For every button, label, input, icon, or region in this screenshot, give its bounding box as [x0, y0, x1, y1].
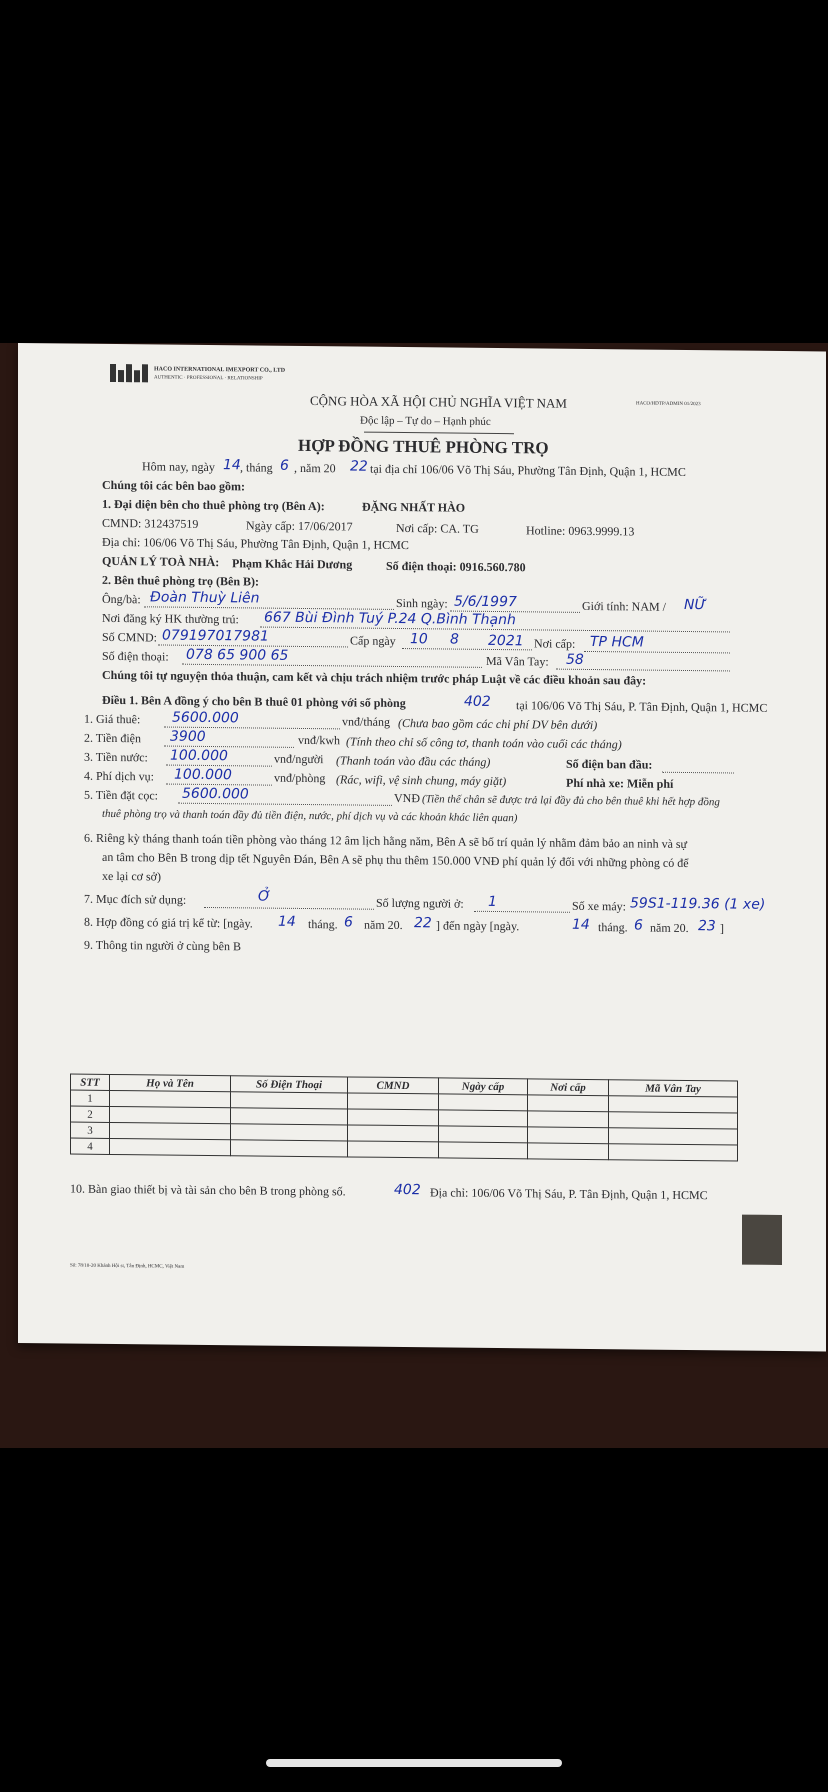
people-label: Số lượng người ở:	[376, 895, 464, 911]
rent-value: 5600.000	[172, 709, 239, 727]
party-b-phone: 078 65 900 65	[186, 646, 289, 664]
article1-heading: Điều 1. Bên A đồng ý cho bên B thuê 01 phòng với số phòng	[102, 692, 406, 711]
tet-line2: an tâm cho Bên B trong dịp tết Nguyên Đán, Bên A sẽ phụ thu thêm 150.000 VNĐ phí quản lý đối với những phòng có để	[102, 849, 689, 871]
party-b-issue-label: Cấp ngày	[350, 633, 396, 648]
party-b-dob: 5/6/1997	[454, 593, 517, 611]
manager-label: QUẢN LÝ TOÀ NHÀ:	[102, 553, 220, 570]
cohabitant-table	[70, 1074, 738, 1162]
term-start-day: 14	[278, 913, 296, 930]
party-b-dob-label: Sinh ngày:	[396, 595, 448, 611]
motto-underline	[364, 432, 514, 435]
term-end-year-label: năm 20.	[650, 920, 689, 936]
party-b-name: Đoàn Thuỳ Liên	[150, 589, 260, 607]
party-a-heading: 1. Đại diện bên cho thuê phòng trọ (Bên A):	[102, 496, 325, 514]
term-label: 8. Hợp đồng có giá trị kể từ: [ngày.	[84, 914, 253, 931]
party-b-heading: 2. Bên thuê phòng trọ (Bên B):	[102, 572, 260, 589]
term-start-month-label: tháng.	[308, 917, 338, 932]
party-b-phone-label: Số điện thoại:	[102, 648, 169, 664]
stamp-icon	[742, 1215, 782, 1265]
parties-heading: Chúng tôi các bên bao gồm:	[102, 477, 246, 494]
footer-address: Số: 78/10-20 Khánh Hội st, Tân Định, HCMC, Việt Nam	[70, 1263, 185, 1270]
people-value: 1	[488, 893, 497, 911]
deposit-label: 5. Tiền đặt cọc:	[84, 787, 158, 803]
table-header-issue-date: Ngày cấp	[439, 1078, 528, 1095]
tet-line1: 6. Riêng kỳ tháng thanh toán tiền phòng vào tháng 12 âm lịch hằng năm, Bên A sẽ bố trí quản lý nhằm đảm bảo an ninh và sự	[84, 830, 688, 852]
deposit-value: 5600.000	[182, 785, 249, 803]
company-name: HACO INTERNATIONAL IMEXPORT CO., LTD	[154, 366, 286, 374]
intro-year-label: , năm 20	[294, 460, 336, 476]
water-label: 3. Tiền nước:	[84, 749, 148, 765]
water-unit: vnđ/người	[274, 751, 324, 767]
article1-room: 402	[464, 693, 491, 710]
party-b-finger-label: Mã Vân Tay:	[486, 653, 549, 669]
service-note: (Rác, wifi, vệ sinh chung, máy giặt)	[336, 772, 507, 789]
electric-note: (Tính theo chỉ số công tơ, thanh toán vào cuối các tháng)	[346, 734, 622, 752]
company-tagline: AUTHENTIC · PROFESSIONAL · RELATIONSHIP	[154, 375, 263, 382]
term-end-month-label: tháng.	[598, 920, 628, 935]
contract-document	[18, 343, 826, 1351]
deposit-unit: VNĐ	[394, 790, 420, 806]
meter-label: Số điện ban đầu:	[566, 756, 653, 772]
manager-phone: Số điện thoại: 0916.560.780	[386, 558, 526, 575]
party-b-name-label: Ông/bà:	[102, 591, 141, 607]
deposit-note-line1: (Tiền thế chân sẽ được trả lại đầy đủ cho bên thuê khi hết hợp đồng	[422, 793, 720, 809]
table-row: 1	[71, 1090, 738, 1113]
table-header-name: Họ và Tên	[110, 1074, 231, 1091]
manager-name: Phạm Khắc Hải Dương	[232, 556, 353, 572]
party-a-address: Địa chỉ: 106/06 Võ Thị Sáu, Phường Tân Định, Quận 1, HCMC	[102, 534, 409, 553]
water-note: (Thanh toán vào đầu các tháng)	[336, 753, 491, 769]
term-start-year-label: năm 20.	[364, 917, 403, 933]
table-header-fingerprint: Mã Vân Tay	[609, 1080, 738, 1097]
party-b-cmnd: 079197017981	[162, 627, 269, 645]
electric-unit: vnđ/kwh	[298, 732, 340, 748]
purpose-value: Ở	[258, 888, 271, 905]
purpose-label: 7. Mục đích sử dụng:	[84, 891, 187, 907]
party-b-issue-place-label: Nơi cấp:	[534, 636, 576, 651]
party-b-gender: NỮ	[684, 596, 707, 614]
table-header-issue-place: Nơi cấp	[528, 1079, 609, 1096]
rent-note: (Chưa bao gồm các chi phí DV bên dưới)	[398, 715, 598, 733]
party-a-cmnd: CMND: 312437519	[102, 515, 199, 531]
intro-prefix: Hôm nay, ngày	[142, 459, 215, 475]
company-logo-icon	[110, 364, 150, 382]
table-header-phone: Số Điện Thoại	[231, 1076, 348, 1093]
parking-fee: Phí nhà xe: Miễn phí	[566, 775, 674, 791]
term-start-month: 6	[344, 914, 353, 931]
intro-place: tại địa chỉ 106/06 Võ Thị Sáu, Phường Tân Định, Quận 1, HCMC	[370, 461, 686, 479]
term-end-day: 14	[572, 916, 590, 933]
party-a-issued-place: Nơi cấp: CA. TG	[396, 520, 479, 536]
home-indicator[interactable]	[266, 1759, 562, 1767]
party-b-issue-day: 10	[410, 631, 428, 648]
term-end-bracket: ]	[720, 921, 724, 936]
party-b-hk-label: Nơi đăng ký HK thường trú:	[102, 610, 239, 627]
term-start-year: 22	[414, 915, 432, 932]
agreement-statement: Chúng tôi tự nguyện thỏa thuận, cam kết và chịu trách nhiệm trước pháp Luật về các điều khoản sau đây:	[102, 667, 647, 688]
rent-unit: vnđ/tháng	[342, 714, 390, 729]
bike-value: 59S1-119.36 (1 xe)	[630, 895, 766, 913]
party-a-hotline: Hotline: 0963.9999.13	[526, 523, 635, 539]
contract-title: HỢP ĐỒNG THUÊ PHÒNG TRỌ	[298, 435, 549, 458]
service-label: 4. Phí dịch vụ:	[84, 768, 155, 784]
service-unit: vnđ/phòng	[274, 770, 326, 786]
intro-day: 14	[223, 457, 241, 474]
intro-month-label: , tháng	[240, 460, 273, 475]
party-b-cmnd-label: Số CMND:	[102, 629, 158, 645]
table-row: 2	[71, 1106, 738, 1129]
party-b-issue-place: TP HCM	[590, 633, 644, 651]
term-end-month: 6	[634, 917, 643, 934]
water-value: 100.000	[170, 747, 228, 765]
table-header-stt: STT	[71, 1074, 110, 1090]
term-to-label: ] đến ngày [ngày.	[436, 918, 520, 934]
party-b-gender-label: Giới tính: NAM /	[582, 598, 667, 614]
party-a-name: ĐẶNG NHẤT HÀO	[362, 499, 466, 515]
party-b-hk: 667 Bùi Đình Tuý P.24 Q.Bình Thạnh	[264, 609, 516, 629]
electric-value: 3900	[170, 728, 206, 745]
motto: Độc lập – Tự do – Hạnh phúc	[360, 414, 491, 428]
cohabitant-heading: 9. Thông tin người ở cùng bên B	[84, 937, 241, 954]
party-b-issue-year: 2021	[488, 632, 524, 650]
electric-label: 2. Tiền điện	[84, 730, 142, 746]
rent-label: 1. Giá thuê:	[84, 711, 141, 727]
intro-year: 22	[350, 458, 368, 475]
bike-label: Số xe máy:	[572, 898, 626, 914]
nation-title: CỘNG HÒA XÃ HỘI CHỦ NGHĨA VIỆT NAM	[310, 393, 567, 411]
handover-room: 402	[394, 1181, 421, 1199]
term-end-year: 23	[698, 918, 716, 935]
party-b-issue-month: 8	[450, 631, 459, 648]
party-b-finger: 58	[566, 651, 584, 668]
service-value: 100.000	[174, 766, 232, 784]
document-code: HACO/HDTP/ADMIN 01/2023	[636, 401, 701, 408]
deposit-note-line2: thuê phòng trọ và thanh toán đầy đủ tiền điện, nước, phí dịch vụ và các khoản khác liên quan)	[102, 807, 518, 825]
tet-line3: xe lại cơ sở)	[102, 868, 162, 884]
article1-address: tại 106/06 Võ Thị Sáu, P. Tân Định, Quận 1, HCMC	[516, 698, 768, 715]
party-a-issued-date: Ngày cấp: 17/06/2017	[246, 518, 353, 534]
intro-month: 6	[280, 457, 289, 474]
handover-address: Địa chỉ: 106/06 Võ Thị Sáu, P. Tân Định, Quận 1, HCMC	[430, 1185, 708, 1203]
handover-label: 10. Bàn giao thiết bị và tài sản cho bên B trong phòng số.	[70, 1181, 346, 1199]
table-row: 3	[71, 1122, 738, 1145]
table-row: 4	[71, 1138, 738, 1161]
table-header-cmnd: CMND	[348, 1077, 439, 1094]
